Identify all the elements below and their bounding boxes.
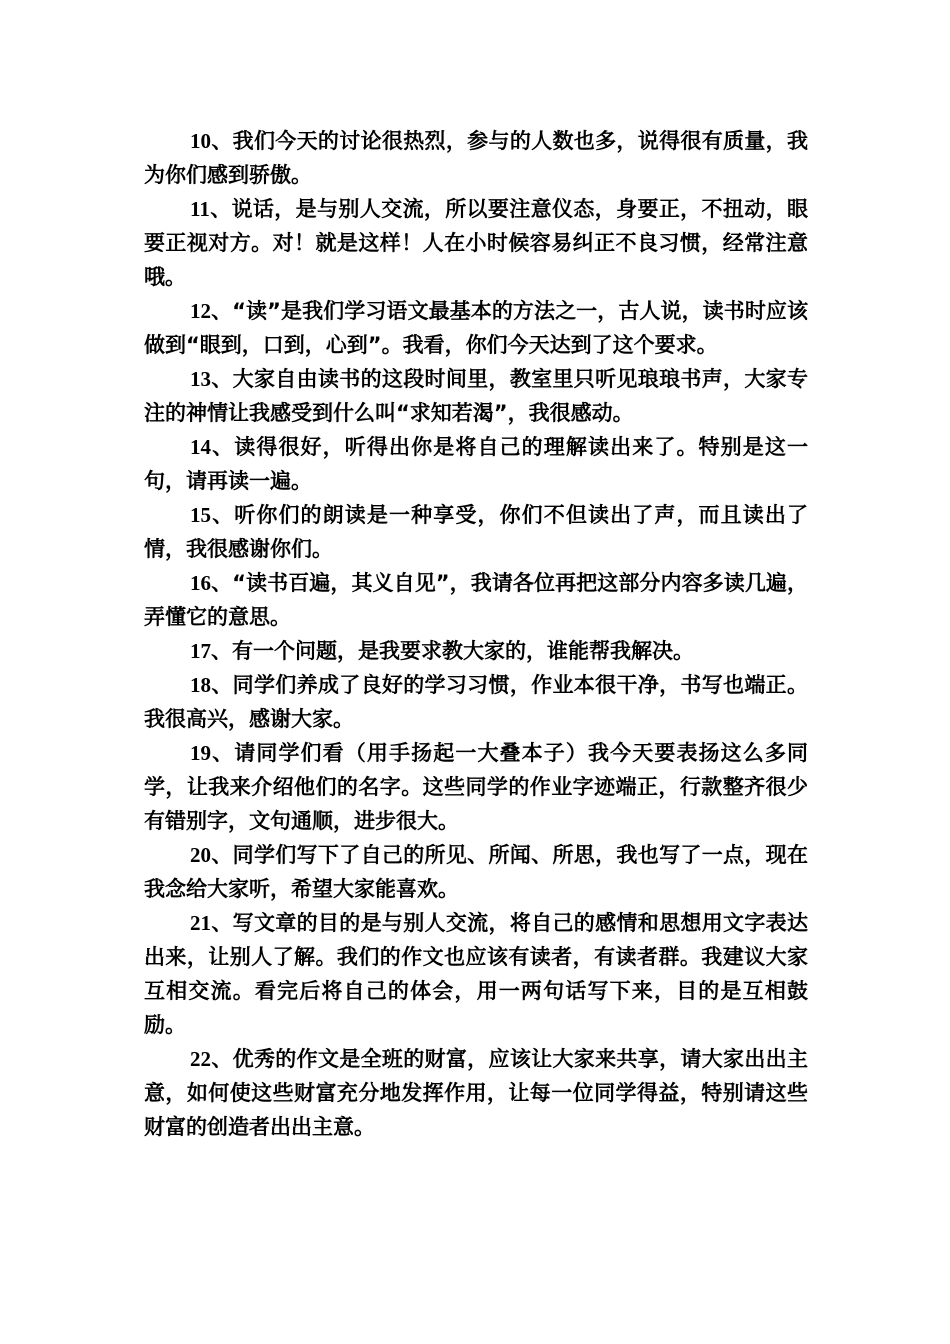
paragraph-text: 、我们今天的讨论很热烈，参与的人数也多，说得很有质量，我为你们感到骄傲。 [144,129,808,187]
paragraph-text: 、请同学们看（用手扬起一大叠本子）我今天要表扬这么多同学，让我来介绍他们的名字。这些同学的作业字迹端正，行款整齐很少有错别字，文句通顺，进步很大。 [144,741,808,833]
paragraph-16 [144,566,808,634]
paragraph-number: 10 [190,129,211,153]
paragraph-text: 、大家自由读书的这段时间里，教室里只听见琅琅书声，大家专注的神情让我感受到什么叫“求知若渴”，我很感动。 [144,367,808,425]
paragraph-10 [144,124,808,192]
paragraph-13 [144,362,808,430]
document-body [144,124,808,1144]
paragraph-number: 18 [190,673,211,697]
paragraph-text: 、“读书百遍，其义自见”，我请各位再把这部分内容多读几遍，弄懂它的意思。 [144,571,808,629]
paragraph-text: 、优秀的作文是全班的财富，应该让大家来共享，请大家出出主意，如何使这些财富充分地发挥作用，让每一位同学得益，特别请这些财富的创造者出出主意。 [144,1047,808,1139]
paragraph-text: 、“读”是我们学习语文最基本的方法之一，古人说，读书时应该做到“眼到，口到，心到”。我看，你们今天达到了这个要求。 [144,299,808,357]
paragraph-text: 、同学们写下了自己的所见、所闻、所思，我也写了一点，现在我念给大家听，希望大家能喜欢。 [144,843,808,901]
paragraph-number: 17 [190,639,211,663]
paragraph-21 [144,906,808,1042]
paragraph-11 [144,192,808,294]
paragraph-number: 22 [190,1047,211,1071]
paragraph-20 [144,838,808,906]
paragraph-number: 20 [190,843,211,867]
paragraph-18 [144,668,808,736]
paragraph-12 [144,294,808,362]
paragraph-number: 19 [190,741,211,765]
paragraph-22 [144,1042,808,1144]
paragraph-text: 、有一个问题，是我要求教大家的，谁能帮我解决。 [211,639,694,663]
paragraph-number: 15 [190,503,211,527]
paragraph-number: 11 [190,197,210,221]
paragraph-text: 、说话，是与别人交流，所以要注意仪态，身要正，不扭动，眼要正视对方。对！就是这样！人在小时候容易纠正不良习惯，经常注意哦。 [144,197,808,289]
paragraph-15 [144,498,808,566]
paragraph-number: 16 [190,571,211,595]
paragraph-14 [144,430,808,498]
paragraph-text: 、同学们养成了良好的学习习惯，作业本很干净，书写也端正。我很高兴，感谢大家。 [144,673,808,731]
paragraph-number: 13 [190,367,211,391]
paragraph-number: 14 [190,435,211,459]
paragraph-text: 、写文章的目的是与别人交流，将自己的感情和思想用文字表达出来，让别人了解。我们的作文也应该有读者，有读者群。我建议大家互相交流。看完后将自己的体会，用一两句话写下来，目的是互相鼓励。 [144,911,808,1037]
paragraph-number: 12 [190,299,211,323]
paragraph-number: 21 [190,911,211,935]
paragraph-text: 、听你们的朗读是一种享受，你们不但读出了声，而且读出了情，我很感谢你们。 [144,503,808,561]
paragraph-text: 、读得很好，听得出你是将自己的理解读出来了。特别是这一句，请再读一遍。 [144,435,808,493]
paragraph-17 [144,634,808,668]
paragraph-19 [144,736,808,838]
